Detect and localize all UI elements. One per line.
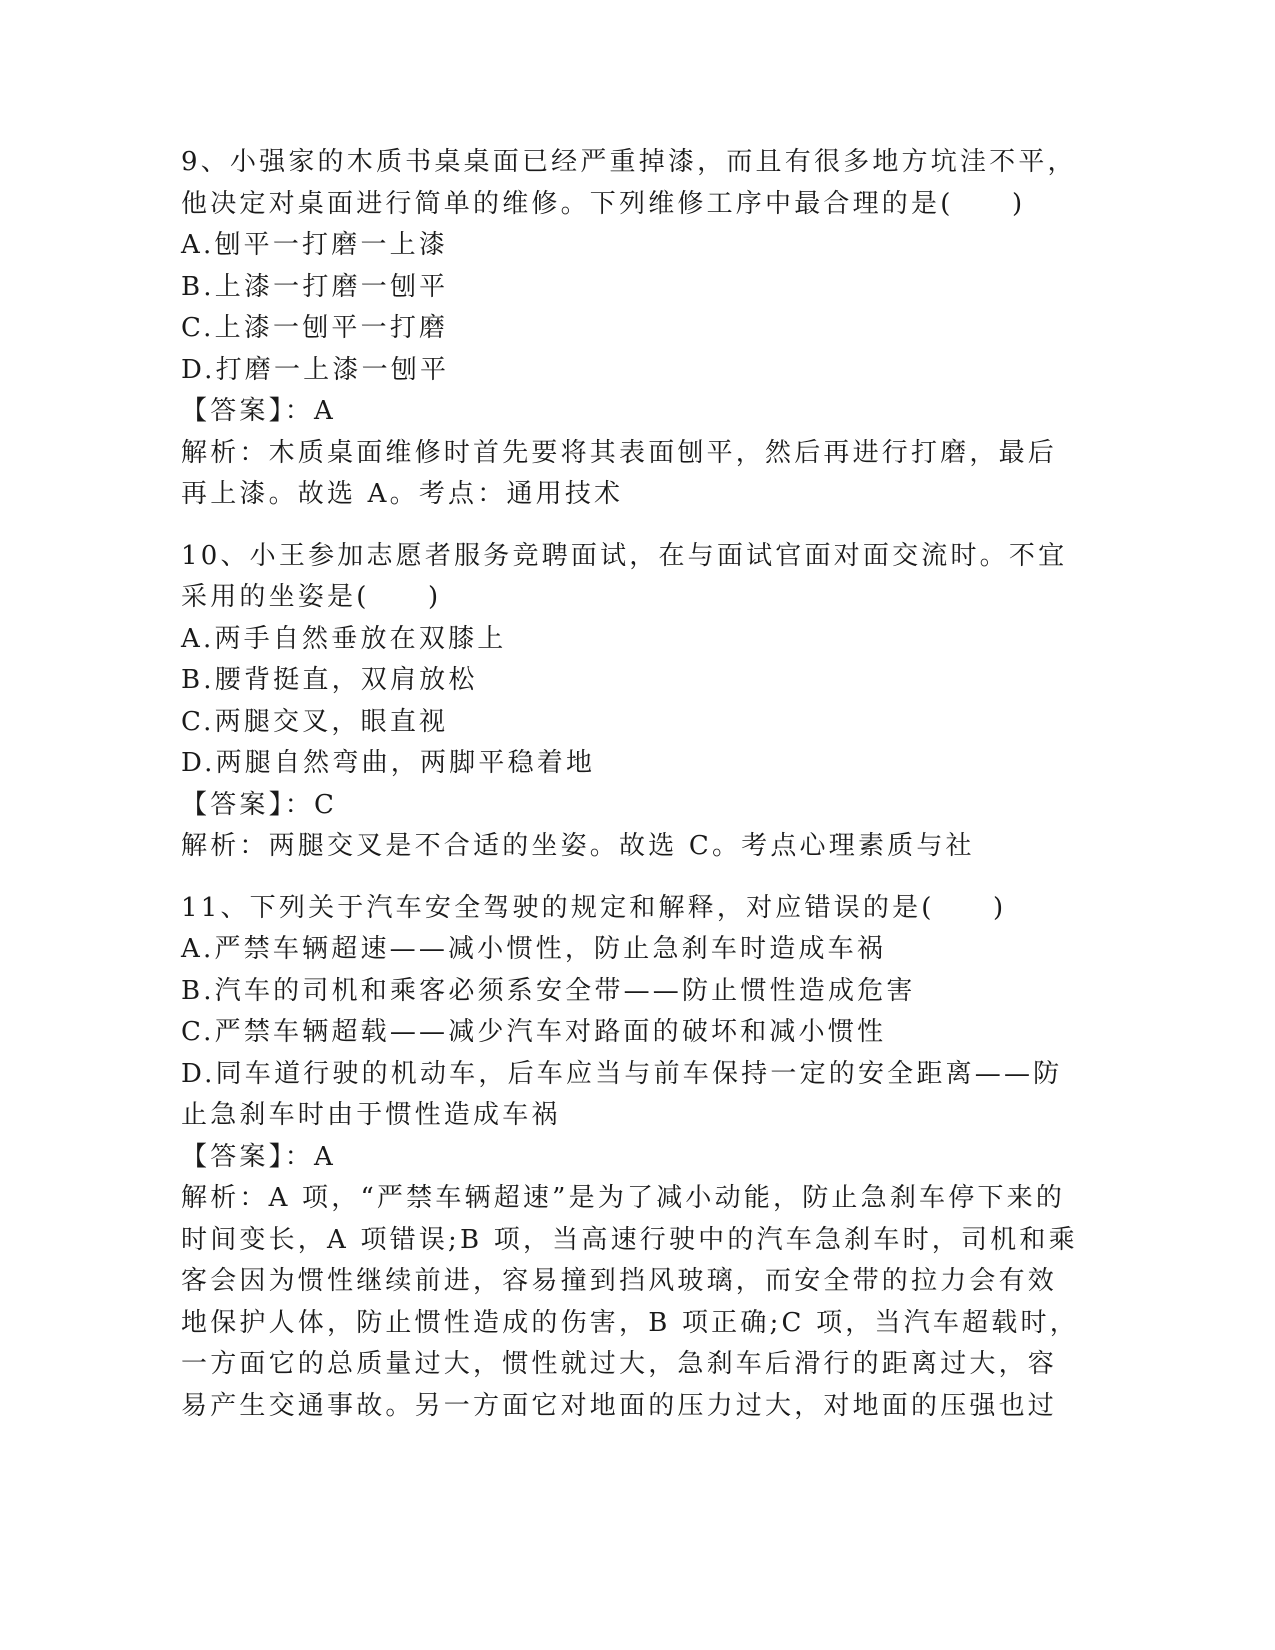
question-stem-line: 他决定对桌面进行简单的维修。下列维修工序中最合理的是( ): [181, 188, 1026, 219]
option-d: D.同车道行驶的机动车，后车应当与前车保持一定的安全距离——防: [181, 1058, 1063, 1089]
option-d: D.打磨一上漆一刨平: [181, 354, 450, 385]
question-11: [181, 888, 1081, 1428]
option-a: A.刨平一打磨一上漆: [181, 230, 449, 260]
analysis-line: 解析：两腿交叉是不合适的坐姿。故选 C。考点心理素质与社: [181, 831, 975, 861]
option-b: B.汽车的司机和乘客必须系安全带——防止惯性造成危害: [181, 975, 916, 1006]
option-a: A.严禁车辆超速——减小惯性，防止急刹车时造成车祸: [181, 934, 887, 964]
question-9: [181, 142, 1081, 516]
option-b: B.腰背挺直，双肩放松: [181, 665, 478, 695]
analysis-line: 一方面它的总质量过大，惯性就过大，急刹车后滑行的距离过大，容: [181, 1349, 1058, 1379]
option-c: C.两腿交叉，眼直视: [181, 706, 449, 737]
analysis-line: 地保护人体，防止惯性造成的伤害，B 项正确;C 项，当汽车超载时，: [181, 1307, 1079, 1338]
analysis-line: 时间变长，A 项错误;B 项，当高速行驶中的汽车急刹车时，司机和乘: [181, 1224, 1078, 1255]
option-d-continued: 止急刹车时由于惯性造成车祸: [181, 1100, 561, 1130]
analysis-line: 解析：木质桌面维修时首先要将其表面刨平，然后再进行打磨，最后: [181, 437, 1058, 468]
analysis-line: 再上漆。故选 A。考点：通用技术: [181, 479, 624, 509]
answer-line: 【答案】：A: [181, 1141, 336, 1172]
question-stem-line: 9、小强家的木质书桌桌面已经严重掉漆，而且有很多地方坑洼不平，: [181, 147, 1077, 177]
option-d: D.两腿自然弯曲，两脚平稳着地: [181, 748, 596, 778]
option-b: B.上漆一打磨一刨平: [181, 271, 449, 302]
question-stem-line: 10、小王参加志愿者服务竞聘面试，在与面试官面对面交流时。不宜: [181, 540, 1068, 571]
question-stem-line: 11、下列关于汽车安全驾驶的规定和解释，对应错误的是( ): [181, 892, 1007, 923]
analysis-line: 客会因为惯性继续前进，容易撞到挡风玻璃，而安全带的拉力会有效: [181, 1266, 1058, 1296]
analysis-line: 解析：A 项，“严禁车辆超速”是为了减小动能，防止急刹车停下来的: [181, 1183, 1066, 1213]
option-c: C.上漆一刨平一打磨: [181, 313, 449, 343]
analysis-line: 易产生交通事故。另一方面它对地面的压力过大，对地面的压强也过: [181, 1390, 1058, 1421]
question-10: [181, 536, 1081, 868]
answer-line: 【答案】：A: [181, 396, 336, 426]
option-c: C.严禁车辆超载——减少汽车对路面的破坏和减小惯性: [181, 1017, 887, 1047]
question-stem-line: 采用的坐姿是( ): [181, 582, 442, 612]
document-page: [181, 142, 1081, 1447]
option-a: A.两手自然垂放在双膝上: [181, 623, 507, 654]
answer-line: 【答案】：C: [181, 789, 338, 820]
